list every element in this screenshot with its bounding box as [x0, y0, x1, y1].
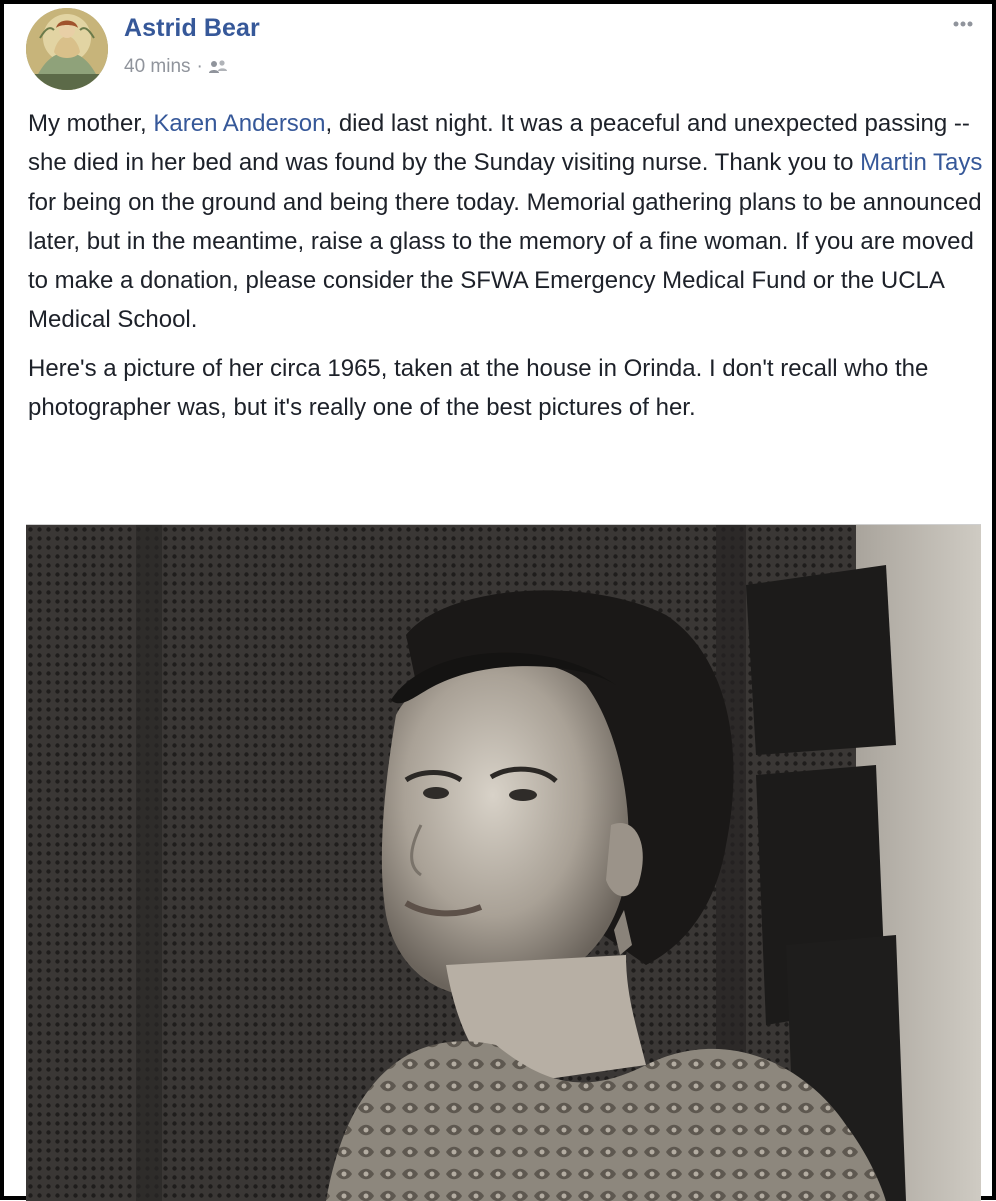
avatar-art-nouveau-image: [26, 8, 108, 90]
author-name[interactable]: Astrid Bear: [124, 14, 260, 42]
paragraph-1-text-c: for being on the ground and being there today. Memorial gathering plans to be announced later, but in the meantime, raise a glass to the memory of a fine woman. If you are moved to make a donation, please consider the SFWA Emergency Medical Fund or the UCLA Medical School.: [28, 188, 982, 334]
post-paragraph-2: Here's a picture of her circa 1965, taken at the house in Orinda. I don't recall who the photographer was, but it's really one of the best pictures of her.: [28, 354, 929, 422]
portrait-photo-image: [26, 525, 981, 1201]
paragraph-1-text-a: My mother,: [28, 110, 154, 137]
author-avatar[interactable]: [26, 8, 108, 90]
paragraph-1-text-b: , died last night. It was a peaceful and unexpected passing -- she died in her bed and was found by the Sunday visiting nurse. Thank you to: [28, 110, 970, 177]
post-photo[interactable]: [26, 524, 981, 1201]
post-paragraph-1: [28, 104, 983, 340]
mention-martin-tays[interactable]: Martin Tays: [860, 149, 983, 177]
post-meta: [124, 56, 228, 78]
meta-separator: ·: [196, 56, 203, 77]
post-body: [28, 104, 983, 427]
friends-icon[interactable]: [208, 59, 228, 75]
more-dots-icon[interactable]: [948, 14, 978, 34]
mention-karen-anderson[interactable]: Karen Anderson: [153, 110, 326, 137]
post-timestamp[interactable]: 40 mins: [124, 56, 191, 77]
